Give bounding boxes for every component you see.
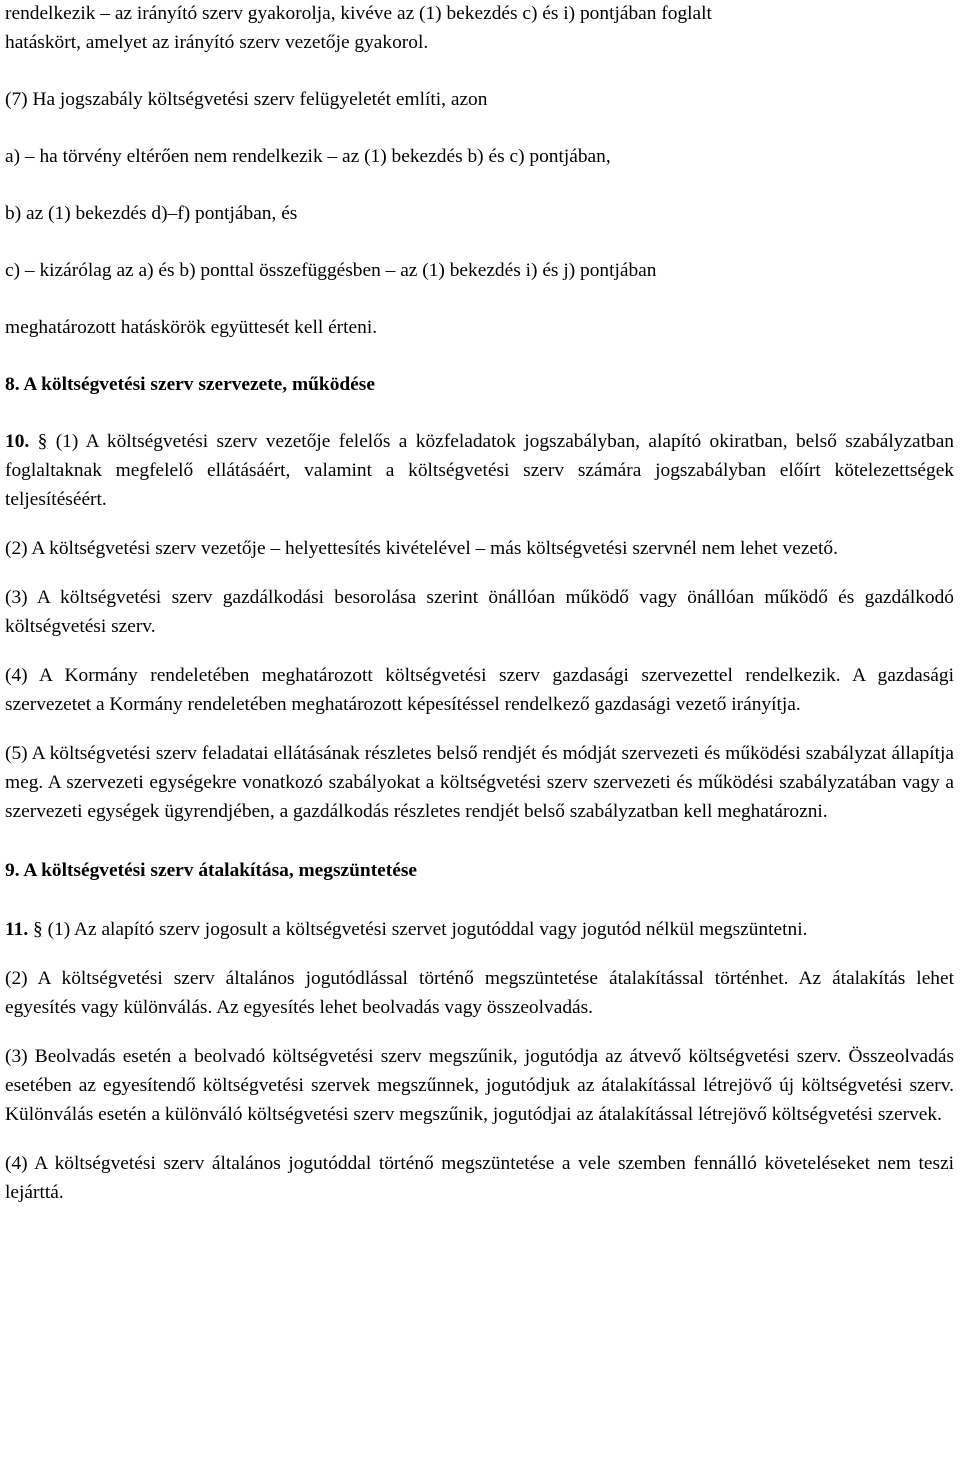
section-sign-link[interactable]: § <box>37 431 48 452</box>
section-11-p1-text: (1) Az alapító szerv jogosult a költségvetési szervet jogutóddal vagy jogutód nélkül megszüntetni. <box>47 919 808 940</box>
paragraph-7-item-a: a) ‒ ha törvény eltérően nem rendelkezik ‒ az (1) bekezdés b) és c) pontjában, <box>5 146 611 167</box>
section-10-paragraph-2: (2) A költségvetési szerv vezetője ‒ helyettesítés kivételével ‒ más költségvetési szervnél nem lehet vezető. <box>5 538 838 559</box>
section-10-number: 10. <box>5 431 30 452</box>
continued-text-line-1: rendelkezik ‒ az irányító szerv gyakorolja, kivéve az (1) bekezdés c) és i) pontjában foglalt <box>5 3 712 24</box>
paragraph-7-item-c-cont: meghatározott hatáskörök együttesét kell érteni. <box>5 317 378 338</box>
section-11-paragraph-1 <box>5 915 954 944</box>
section-10-paragraph-4: (4) A Kormány rendeletében meghatározott költségvetési szerv gazdasági szervezettel rendelkezik. A gazdasági szervezetet a Kormány rendeletében meghatározott képesítéssel rendelkező gazdasági vezető irányítja. <box>5 665 954 715</box>
section-9-heading: 9. A költségvetési szerv átalakítása, megszüntetése <box>5 860 417 881</box>
section-11-paragraph-3: (3) Beolvadás esetén a beolvadó költségvetési szerv megszűnik, jogutódja az átvevő költségvetési szerv. Összeolvadás esetében az egyesítendő költségvetési szervek megszűnnek, jogutódjuk az átalakítással létrejövő új költségvetési szerv. Különválás esetén a különváló költségvetési szerv megszűnik, jogutódjai az átalakítással létrejövő költségvetési szervek. <box>5 1046 954 1125</box>
section-8-heading: 8. A költségvetési szerv szervezete, működése <box>5 374 375 395</box>
section-10-p1-text: (1) A költségvetési szerv vezetője felelős a közfeladatok jogszabályban, alapító okiratban, belső szabályzatban foglaltaknak megfelelő ellátásáért, valamint a költségvetési szerv számára jogszabályban előírt kötelezettségek teljesítéséért. <box>5 431 954 510</box>
section-11-paragraph-4: (4) A költségvetési szerv általános jogutóddal történő megszüntetése a vele szemben fennálló követeléseket nem teszi lejárttá. <box>5 1153 954 1203</box>
paragraph-7-intro: (7) Ha jogszabály költségvetési szerv felügyeletét említi, azon <box>5 89 488 110</box>
paragraph-7-item-b: b) az (1) bekezdés d)‒f) pontjában, és <box>5 203 298 224</box>
section-10-paragraph-5: (5) A költségvetési szerv feladatai ellátásának részletes belső rendjét és módját szervezeti és működési szabályzat állapítja meg. A szervezeti egységekre vonatkozó szabályokat a költségvetési szerv szervezeti és működési szabályzatában vagy a szervezeti egységek ügyrendjében, a gazdálkodás részletes rendjét belső szabályzatban kell meghatározni. <box>5 743 954 822</box>
section-11-paragraph-2: (2) A költségvetési szerv általános jogutódlással történő megszüntetése átalakítással történhet. Az átalakítás lehet egyesítés vagy különválás. Az egyesítés lehet beolvadás vagy összeolvadás. <box>5 968 954 1018</box>
section-10-paragraph-1 <box>5 427 954 514</box>
section-10-paragraph-3: (3) A költségvetési szerv gazdálkodási besorolása szerint önállóan működő vagy önállóan működő és gazdálkodó költségvetési szerv. <box>5 587 954 637</box>
section-11-number: 11. <box>5 919 29 940</box>
continued-text-line-2: hatáskört, amelyet az irányító szerv vezetője gyakorol. <box>5 32 429 53</box>
section-sign-link[interactable]: § <box>33 919 43 940</box>
paragraph-7-item-c: c) ‒ kizárólag az a) és b) ponttal összefüggésben ‒ az (1) bekezdés i) és j) pontjában <box>5 260 657 281</box>
